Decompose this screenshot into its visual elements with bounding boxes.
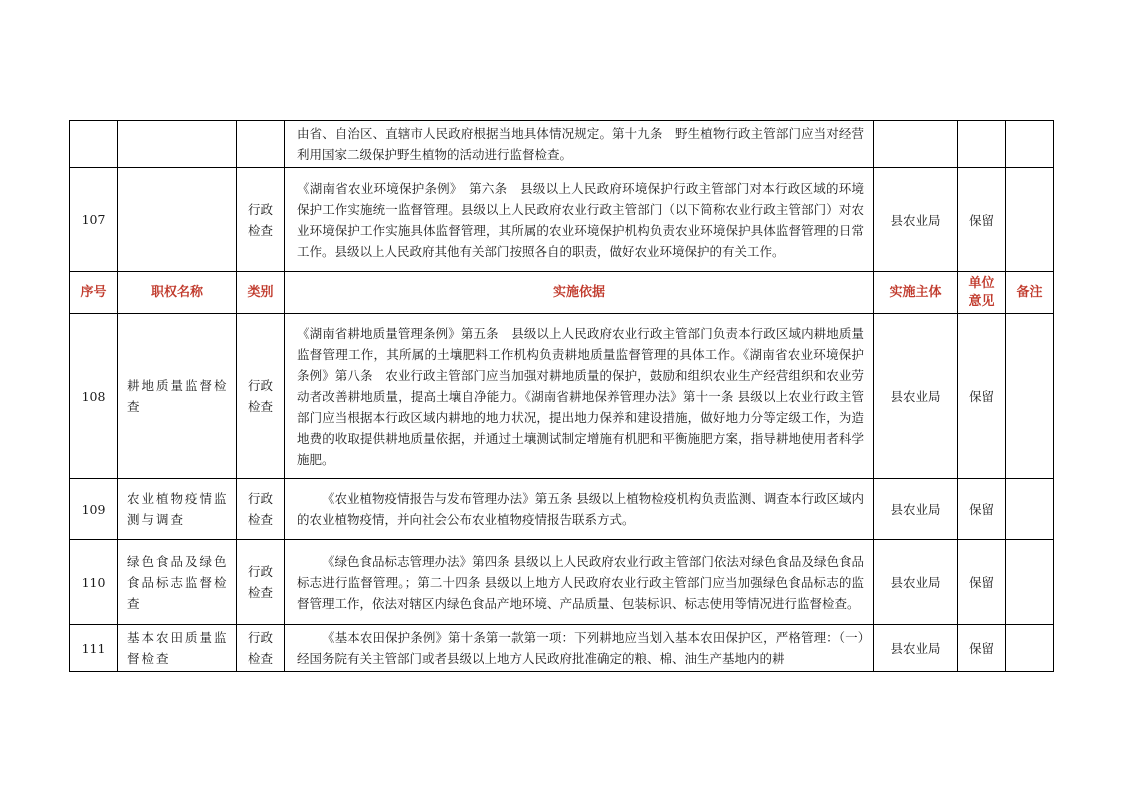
note <box>1006 479 1054 540</box>
category: 行政 检查 <box>237 479 285 540</box>
power-name <box>118 121 237 168</box>
header-note: 备注 <box>1006 272 1054 314</box>
power-name: 农业植物疫情监测与调查 <box>118 479 237 540</box>
basis-cell <box>285 314 874 479</box>
basis-cell <box>285 479 874 540</box>
basis-cell <box>285 625 874 672</box>
power-name: 基本农田质量监督检查 <box>118 625 237 672</box>
category <box>237 121 285 168</box>
row-number: 111 <box>70 625 118 672</box>
table-row <box>70 168 1054 272</box>
table-row <box>70 479 1054 540</box>
basis-cell <box>285 121 874 168</box>
note <box>1006 540 1054 625</box>
basis-text: 《绿色食品标志管理办法》第四条 县级以上人民政府农业行政主管部门依法对绿色食品及绿色食品标志进行监督管理。；第二十四条 县级以上地方人民政府农业行政主管部门应当加强绿色食品标志的监督管理工作，依法对辖区内绿色食品产地环境、产品质量、包装标识、标志使用等情况进行监督检查。 <box>297 553 864 611</box>
subject: 县农业局 <box>874 479 958 540</box>
power-name <box>118 168 237 272</box>
header-no: 序号 <box>70 272 118 314</box>
header-name: 职权名称 <box>118 272 237 314</box>
subject: 县农业局 <box>874 540 958 625</box>
header-category: 类别 <box>237 272 285 314</box>
category: 行政 检查 <box>237 540 285 625</box>
note <box>1006 168 1054 272</box>
basis-text: 《农业植物疫情报告与发布管理办法》第五条 县级以上植物检疫机构负责监测、调查本行政区域内的农业植物疫情，并向社会公布农业植物疫情报告联系方式。 <box>297 491 864 527</box>
basis-text: 《基本农田保护条例》第十条第一款第一项：下列耕地应当划入基本农田保护区，严格管理：（一）经国务院有关主管部门或者县级以上地方人民政府批准确定的粮、棉、油生产基地内的耕 <box>297 630 864 666</box>
opinion: 保留 <box>958 625 1006 672</box>
header-subject: 实施主体 <box>874 272 958 314</box>
basis-text: 《湖南省农业环境保护条例》 第六条 县级以上人民政府环境保护行政主管部门对本行政区域的环境保护工作实施统一监督管理。县级以上人民政府农业行政主管部门（以下简称农业行政主管部门）对农业环境保护工作实施具体监督管理，其所属的农业环境保护机构负责农业环境保护具体监督管理的日常工作。县级以上人民政府其他有关部门按照各自的职责，做好农业环境保护的有关工作。 <box>297 180 864 259</box>
row-number <box>70 121 118 168</box>
note <box>1006 314 1054 479</box>
basis-cell <box>285 540 874 625</box>
category: 行政 检查 <box>237 314 285 479</box>
header-basis: 实施依据 <box>285 272 874 314</box>
row-number: 108 <box>70 314 118 479</box>
table-row <box>70 121 1054 168</box>
note <box>1006 625 1054 672</box>
table-row <box>70 625 1054 672</box>
subject: 县农业局 <box>874 168 958 272</box>
table-row <box>70 540 1054 625</box>
table-row <box>70 314 1054 479</box>
opinion: 保留 <box>958 314 1006 479</box>
note <box>1006 121 1054 168</box>
row-number: 107 <box>70 168 118 272</box>
category: 行政 检查 <box>237 625 285 672</box>
opinion <box>958 121 1006 168</box>
header-opinion: 单位 意见 <box>958 272 1006 314</box>
category: 行政 检查 <box>237 168 285 272</box>
power-name: 耕地质量监督检查 <box>118 314 237 479</box>
power-name: 绿色食品及绿色食品标志监督检查 <box>118 540 237 625</box>
subject: 县农业局 <box>874 625 958 672</box>
table-header-row <box>70 272 1054 314</box>
opinion: 保留 <box>958 479 1006 540</box>
basis-text: 《湖南省耕地质量管理条例》第五条 县级以上人民政府农业行政主管部门负责本行政区域内耕地质量监督管理工作，其所属的土壤肥料工作机构负责耕地质量监督管理的具体工作。《湖南省农业环境保护条例》第八条 农业行政主管部门应当加强对耕地质量的保护，鼓励和组织农业生产经营组织和农业劳动者改善耕地质量，提高土壤自净能力。《湖南省耕地保养管理办法》第十一条 县级以上农业行政主管部门应当根据本行政区域内耕地的地力状况，提出地力保养和建设措施，做好地力分等定级工作，为造地费的收取提供耕地质量依据，并通过土壤测试制定增施有机肥和平衡施肥方案，指导耕地使用者科学施肥。 <box>297 325 864 467</box>
opinion: 保留 <box>958 168 1006 272</box>
basis-text: 由省、自治区、直辖市人民政府根据当地具体情况规定。第十九条 野生植物行政主管部门应当对经营利用国家二级保护野生植物的活动进行监督检查。 <box>297 126 864 162</box>
row-number: 110 <box>70 540 118 625</box>
row-number: 109 <box>70 479 118 540</box>
subject: 县农业局 <box>874 314 958 479</box>
subject <box>874 121 958 168</box>
power-list-table <box>69 120 1054 672</box>
opinion: 保留 <box>958 540 1006 625</box>
basis-cell <box>285 168 874 272</box>
